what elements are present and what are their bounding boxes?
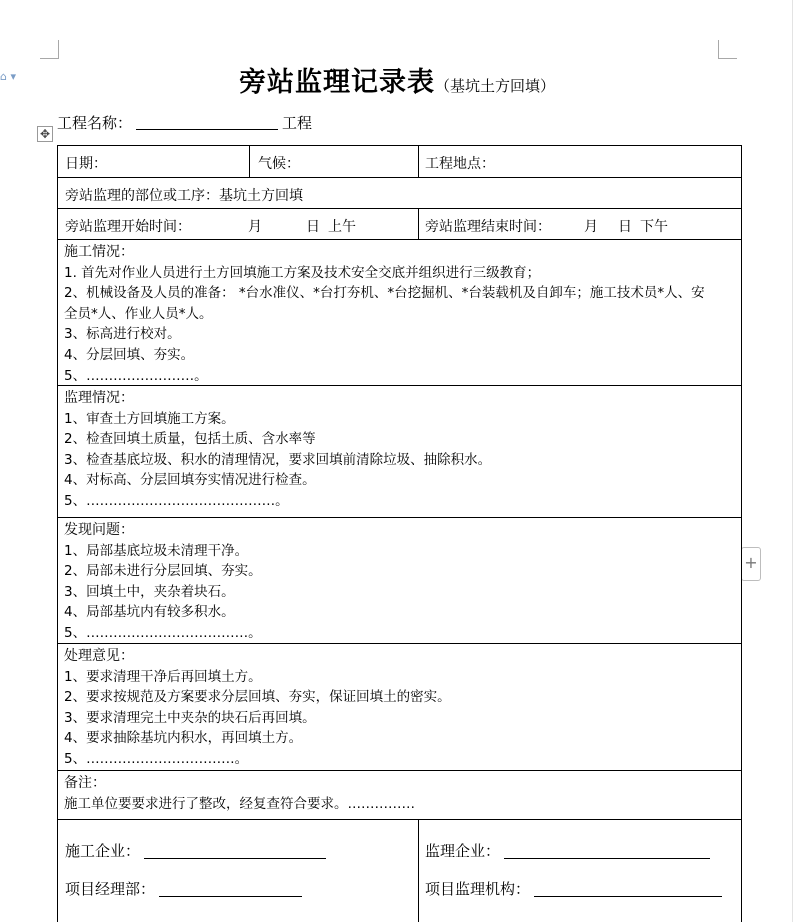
start-ampm: 上午 [328, 219, 356, 235]
construction-line: 5、……………………。 [64, 367, 208, 384]
start-day: 日 [306, 219, 320, 235]
handling-heading: 处理意见： [64, 648, 134, 664]
table-row-position [58, 178, 741, 209]
table-row-time [58, 209, 741, 240]
contractor-label: 施工企业： [65, 842, 141, 860]
project-name-line [57, 112, 312, 134]
problems-content[interactable] [64, 520, 737, 644]
construction-line: 1. 首先对作业人员进行土方回填施工方案及技术安全交底并组织进行三级教育； [64, 264, 541, 281]
margin-style-icon[interactable]: ⌂ ▾ [0, 70, 17, 83]
supervisor-blank[interactable] [504, 844, 710, 859]
cell-divider [249, 146, 250, 177]
supervision-org-blank[interactable] [534, 882, 722, 897]
project-name-blank[interactable] [136, 113, 278, 130]
problems-line: 3、回填土中，夹杂着块石。 [64, 583, 235, 600]
supervisor-label: 监理企业： [425, 842, 501, 860]
project-manager-signature [65, 878, 302, 899]
problems-line: 4、局部基坑内有较多积水。 [64, 604, 235, 621]
supervision-line: 3、检查基底垃圾、积水的清理情况，要求回填前清除垃圾、抽除积水。 [64, 451, 492, 468]
construction-line: 4、分层回填、夯实。 [64, 346, 195, 363]
end-time-label[interactable]: 旁站监理结束时间： [425, 219, 551, 235]
end-ampm: 下午 [640, 219, 668, 235]
construction-content[interactable] [64, 242, 737, 386]
problems-line: 5、………………………………。 [64, 624, 262, 641]
project-manager-blank[interactable] [159, 882, 302, 897]
crop-mark-top-left [40, 40, 59, 59]
weather-label[interactable]: 气候： [258, 156, 300, 172]
handling-line: 5、……………………………。 [64, 750, 249, 767]
handling-line: 1、要求清理干净后再回填土方。 [64, 668, 262, 685]
problems-line: 2、局部未进行分层回填、夯实。 [64, 563, 262, 580]
handling-content[interactable] [64, 646, 737, 770]
end-month: 月 [584, 219, 598, 235]
problems-line: 1、局部基底垃圾未清理干净。 [64, 542, 249, 559]
page-title-main: 旁站监理记录表 [238, 67, 435, 98]
project-name-label: 工程名称： [57, 114, 133, 132]
remarks-line: 施工单位要要求进行了整改，经复查符合要求。…………… [64, 795, 415, 812]
construction-section [58, 240, 741, 386]
table-move-icon[interactable]: ✥ [37, 126, 53, 142]
signature-section [58, 820, 741, 922]
table-row-date [58, 146, 741, 178]
record-table [57, 145, 742, 922]
contractor-blank[interactable] [144, 844, 326, 859]
supervision-line: 4、对标高、分层回填夯实情况进行检查。 [64, 472, 316, 489]
project-name-suffix: 工程 [282, 114, 313, 132]
contractor-signature [65, 840, 326, 861]
construction-heading: 施工情况： [64, 244, 134, 260]
cell-divider [418, 146, 419, 177]
handling-line: 4、要求抽除基坑内积水，再回填土方。 [64, 730, 303, 747]
crop-mark-top-right [718, 40, 737, 59]
cell-divider [418, 820, 419, 922]
supervision-org-label: 项目监理机构： [425, 880, 531, 898]
problems-section [58, 518, 741, 644]
supervision-line: 5、……………………………………。 [64, 492, 289, 509]
project-manager-label: 项目经理部： [65, 880, 156, 898]
remarks-section [58, 771, 741, 820]
handling-line: 3、要求清理完土中夹杂的块石后再回填。 [64, 709, 316, 726]
supervision-line: 1、审查土方回填施工方案。 [64, 410, 235, 427]
handling-line: 2、要求按规范及方案要求分层回填、夯实，保证回填土的密实。 [64, 689, 451, 706]
supervision-line: 2、检查回填土质量，包括土质、含水率等 [64, 431, 316, 448]
position-procedure-text[interactable]: 旁站监理的部位或工序：基坑土方回填 [65, 188, 303, 204]
remarks-content[interactable] [64, 773, 737, 814]
date-label[interactable]: 日期： [65, 156, 107, 172]
start-month: 月 [248, 219, 262, 235]
add-row-icon[interactable]: + [741, 547, 761, 581]
handling-section [58, 644, 741, 771]
cell-divider [418, 209, 419, 239]
construction-line: 2、机械设备及人员的准备： *台水准仪、*台打夯机、*台挖掘机、*台装载机及自卸车；施工技术员*人、安 [64, 285, 705, 302]
supervision-section [58, 386, 741, 518]
end-day: 日 [618, 219, 632, 235]
remarks-heading: 备注： [64, 775, 106, 791]
supervision-content[interactable] [64, 388, 737, 512]
page-title [0, 60, 794, 99]
supervision-heading: 监理情况： [64, 390, 134, 406]
page-title-sub: （基坑土方回填） [434, 77, 555, 95]
supervision-org-signature [425, 878, 722, 899]
supervisor-signature [425, 840, 710, 861]
problems-heading: 发现问题： [64, 522, 134, 538]
construction-line: 全员*人、作业人员*人。 [64, 305, 213, 322]
construction-line: 3、标高进行校对。 [64, 326, 181, 343]
location-label[interactable]: 工程地点： [425, 156, 495, 172]
start-time-label[interactable]: 旁站监理开始时间： [65, 219, 191, 235]
scrollbar-track[interactable] [792, 0, 793, 922]
